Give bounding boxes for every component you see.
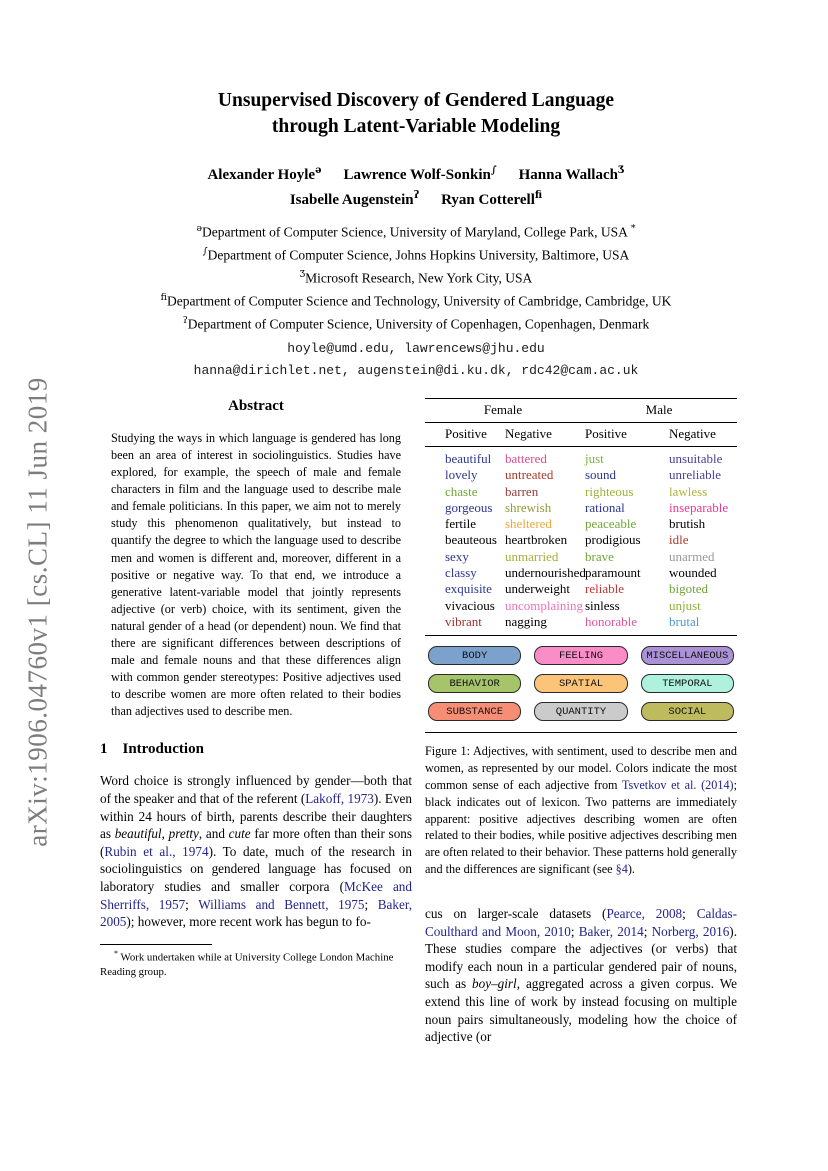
arxiv-watermark: arXiv:1906.04760v1 [cs.CL] 11 Jun 2019 xyxy=(22,377,53,847)
affiliation-text: Microsoft Research, New York City, USA xyxy=(305,270,533,286)
affiliation-marker: ∫ xyxy=(202,246,208,257)
adjective-cell: untreated xyxy=(505,467,554,483)
adjective-cell: lovely xyxy=(445,467,478,483)
legend-row xyxy=(428,674,734,693)
citation-link[interactable]: Caldas-Coulthard and Moon, 2010 xyxy=(425,905,737,939)
adjective-cell: righteous xyxy=(585,483,634,499)
citation-link[interactable]: Lakoff, 1973 xyxy=(305,790,374,806)
text-segment: ; xyxy=(682,905,697,921)
footnote xyxy=(100,944,412,980)
left-column xyxy=(100,398,412,980)
legend-row xyxy=(428,646,734,665)
affiliation-line xyxy=(90,267,742,290)
adjective-rows xyxy=(425,447,737,636)
adjective-cell: vivacious xyxy=(445,597,495,613)
adjective-cell: sinless xyxy=(585,597,620,613)
page-title xyxy=(90,88,742,139)
citation-link[interactable]: Pearce, 2008 xyxy=(606,905,683,921)
section-title: Introduction xyxy=(122,741,204,758)
text-segment: ; xyxy=(570,923,579,939)
citation-link[interactable]: Tsvetkov et al. (2014) xyxy=(621,777,734,792)
adjective-cell: undernourished xyxy=(505,565,586,581)
legend-pill: SOCIAL xyxy=(641,702,734,721)
adjective-cell: heartbroken xyxy=(505,532,568,548)
adjective-cell: beauteous xyxy=(445,532,497,548)
citation-link[interactable]: Baker, 2005 xyxy=(100,896,412,930)
adjective-cell: paramount xyxy=(585,565,641,581)
adjective-cell: sexy xyxy=(445,548,469,564)
table-group-header xyxy=(425,399,737,423)
adjective-cell: beautiful xyxy=(445,451,492,466)
text-segment: beautiful xyxy=(114,826,162,842)
subheader-male-positive: Positive xyxy=(585,426,627,441)
legend-pill: BEHAVIOR xyxy=(428,674,521,693)
text-segment: ; xyxy=(185,896,199,912)
text-segment: Figure 1: Adjectives, with sentiment, used to describe men and women, as represented by our model. Colors indicate the most common sense of each adjective from xyxy=(425,744,737,792)
author-affiliation-marker: ∫ xyxy=(490,165,497,177)
abstract-heading: Abstract xyxy=(228,398,284,414)
right-column-paragraph xyxy=(425,905,737,1046)
adjective-cell: unmarried xyxy=(505,548,559,564)
text-segment: girl xyxy=(497,976,517,992)
adjective-cell: unsuitable xyxy=(669,451,723,466)
adjective-cell: reliable xyxy=(585,581,624,597)
paper-header xyxy=(90,88,742,381)
section-heading-introduction xyxy=(100,741,412,758)
table-row xyxy=(445,614,737,630)
affiliation-text: Department of Computer Science, University of Maryland, College Park, USA xyxy=(201,224,628,240)
adjective-cell: fertile xyxy=(445,516,477,532)
text-segment: ); however, more recent work has begun to fo- xyxy=(126,914,371,930)
legend-pill: MISCELLANEOUS xyxy=(641,646,734,665)
adjective-cell: sheltered xyxy=(505,516,552,532)
table-row xyxy=(445,451,737,467)
adjective-cell: exquisite xyxy=(445,581,492,597)
text-segment: ; black indicates out of lexicon. Two patterns are immediately apparent: positive adjectives describing women are often related to their bodies, while positive adjectives describing men are often related to their behavior. These patterns hold generally and the differences are significant (see xyxy=(425,777,737,877)
author-affiliation-marker: ﬁ xyxy=(534,190,543,202)
affiliation-line xyxy=(90,290,742,313)
affiliation-text: Department of Computer Science and Technology, University of Cambridge, Cambridge, UK xyxy=(166,293,672,309)
adjective-cell: barren xyxy=(505,483,539,499)
table-row xyxy=(445,565,737,581)
text-segment: far more often than their sons ( xyxy=(100,826,413,859)
legend-pill: SPATIAL xyxy=(534,674,627,693)
text-segment: Word choice is strongly influenced by gender—both that of the speaker and that of the referent ( xyxy=(100,773,412,806)
group-header-male: Male xyxy=(645,402,673,417)
adjective-cell: shrewish xyxy=(505,499,552,515)
legend-pill: FEELING xyxy=(534,646,627,665)
subheader-female-positive: Positive xyxy=(445,426,487,441)
text-segment: ). xyxy=(627,862,635,877)
table-row xyxy=(445,500,737,516)
adjective-cell: underweight xyxy=(505,581,570,597)
adjective-cell: wounded xyxy=(669,565,717,581)
adjective-cell: nagging xyxy=(505,613,547,629)
table-row xyxy=(445,516,737,532)
text-segment: ; xyxy=(364,896,378,912)
abstract-text: Studying the ways in which language is gendered has long been an area of interest in sociolinguistics. Studies have explored, for example, the speech of male and female characters in film and the language used to describe male and female politicians. In this paper, we aim not to merely study this phenomenon qualitatively, but instead to quantify the degree to which the language used to describe men and women is different and, moreover, different in a positive or negative way. To that end, we introduce a generative latent-variable model that jointly represents adjective (or verb) choice, with its sentiment, given the natural gender of a head (or dependent) noun. We find that there are significant differences between descriptions of male and female nouns and that these differences align with common gender stereotypes: Positive adjectives used to describe women are more often related to their bodies than adjectives used to describe men. xyxy=(111,431,401,719)
affiliation-marker: ə xyxy=(196,222,202,234)
adjective-cell: gorgeous xyxy=(445,499,493,515)
text-segment: cus on larger-scale datasets ( xyxy=(425,905,607,921)
adjective-cell: brutish xyxy=(669,516,706,532)
author-affiliation-marker: Ʒ xyxy=(617,165,625,177)
affiliation-marker: Ʒ xyxy=(299,269,306,281)
text-segment: , xyxy=(161,826,169,842)
legend-pill: SUBSTANCE xyxy=(428,702,521,721)
affiliation-marker: ʔ xyxy=(182,315,188,327)
author-name: Isabelle Augenstein$^ʔ$ xyxy=(289,190,420,209)
adjective-cell: rational xyxy=(585,499,625,515)
citation-link[interactable]: Williams and Bennett, 1975 xyxy=(198,896,365,912)
adjective-cell: idle xyxy=(669,532,689,548)
table-row xyxy=(445,549,737,565)
section-number: 1 xyxy=(100,741,108,758)
email-line-1: hoyle@umd.edu, lawrencews@jhu.edu xyxy=(287,341,545,357)
adjective-cell: inseparable xyxy=(669,499,729,515)
sense-legend xyxy=(425,636,737,733)
author-affiliation-marker: ʔ xyxy=(413,190,420,202)
citation-link[interactable]: McKee and Sherriffs, 1957 xyxy=(100,879,412,912)
affiliation-text: Department of Computer Science, University of Copenhagen, Copenhagen, Denmark xyxy=(187,316,650,332)
text-segment: , and xyxy=(198,826,229,842)
affiliation-line xyxy=(90,313,742,336)
footnote-marker: * xyxy=(114,948,118,958)
citation-link[interactable]: Norberg, 2016 xyxy=(651,923,730,939)
citation-link[interactable]: Rubin et al., 1974 xyxy=(104,843,209,859)
adjective-cell: unarmed xyxy=(669,548,715,564)
adjective-cell: bigoted xyxy=(669,581,708,597)
footnote-star-marker: * xyxy=(627,222,636,234)
legend-row xyxy=(428,702,734,721)
author-name: Ryan Cotterell$^ﬁ$ xyxy=(441,190,543,209)
adjective-cell: sound xyxy=(585,467,617,483)
table-row xyxy=(445,598,737,614)
introduction-paragraph xyxy=(100,772,412,931)
table-subheader xyxy=(425,423,737,447)
text-segment: ). These studies compare the adjectives (or verbs) that modify each noun in a particular gendered pair of nouns, such as xyxy=(425,923,737,992)
legend-pill: TEMPORAL xyxy=(641,674,734,693)
email-line-2: hanna@dirichlet.net, augenstein@di.ku.dk, rdc42@cam.ac.uk xyxy=(193,362,639,378)
affiliation-text: Department of Computer Science, Johns Hopkins University, Baltimore, USA xyxy=(207,247,630,263)
text-segment: – xyxy=(491,976,498,992)
author-line-2 xyxy=(90,188,742,213)
adjective-cell: peaceable xyxy=(585,516,637,532)
adjective-cell: lawless xyxy=(669,483,708,499)
author-name: Lawrence Wolf-Sonkin∫ xyxy=(343,165,497,184)
table-row xyxy=(445,532,737,548)
affiliation-marker: ﬁ xyxy=(160,292,167,304)
author-name: Hanna Wallach$^Ʒ$ xyxy=(518,165,625,184)
adjective-cell: unjust xyxy=(669,597,701,613)
figure-1-table xyxy=(425,398,737,733)
affiliation-line xyxy=(90,244,742,267)
footnote-text: * Work undertaken while at University College London Machine Reading group. xyxy=(100,948,394,979)
adjective-cell: prodigious xyxy=(585,532,641,548)
text-segment: ; xyxy=(643,923,652,939)
subheader-male-negative: Negative xyxy=(669,426,716,441)
text-segment: pretty xyxy=(168,826,199,842)
adjective-cell: just xyxy=(585,451,604,466)
figure-1-caption xyxy=(425,743,737,878)
title-line-2: through Latent-Variable Modeling xyxy=(271,115,561,137)
affiliation-line xyxy=(90,221,742,244)
adjective-cell: uncomplaining xyxy=(505,597,583,613)
text-segment: boy xyxy=(472,976,492,992)
adjective-cell: brave xyxy=(585,548,614,564)
adjective-cell: brutal xyxy=(669,613,700,629)
table-row xyxy=(445,467,737,483)
title-line-1: Unsupervised Discovery of Gendered Language xyxy=(217,90,615,111)
email-list xyxy=(90,338,742,381)
table-row xyxy=(445,484,737,500)
text-segment: ). To date, much of the research in sociolinguistics on gendered language has focused on laboratory studies and smaller corpora ( xyxy=(100,843,413,895)
citation-link[interactable]: §4 xyxy=(615,862,628,877)
citation-link[interactable]: Baker, 2014 xyxy=(578,923,644,939)
adjective-cell: vibrant xyxy=(445,613,482,629)
text-segment: ). Even within 24 hours of birth, parents describe their daughters as xyxy=(100,790,412,842)
adjective-cell: unreliable xyxy=(669,467,721,483)
subheader-female-negative: Negative xyxy=(505,426,552,441)
author-name: Alexander Hoyle$^ə$ xyxy=(207,165,322,184)
text-segment: , aggregated across a given corpus. We extend this line of work by instead focusing on multiple noun pairs simultaneously, modeling how the choice of adjective (or xyxy=(425,976,737,1045)
affiliation-list xyxy=(90,221,742,336)
text-segment: cute xyxy=(228,826,251,842)
adjective-cell: classy xyxy=(445,565,477,581)
group-header-female: Female xyxy=(483,402,523,417)
author-affiliation-marker: ə xyxy=(315,165,322,177)
adjective-cell: battered xyxy=(505,451,547,466)
right-column xyxy=(425,398,737,1046)
author-line-1 xyxy=(90,163,742,188)
table-row xyxy=(445,581,737,597)
adjective-cell: honorable xyxy=(585,613,637,629)
legend-pill: BODY xyxy=(428,646,521,665)
author-list xyxy=(90,163,742,213)
adjective-cell: chaste xyxy=(445,483,478,499)
legend-pill: QUANTITY xyxy=(534,702,627,721)
footnote-rule xyxy=(100,944,212,945)
